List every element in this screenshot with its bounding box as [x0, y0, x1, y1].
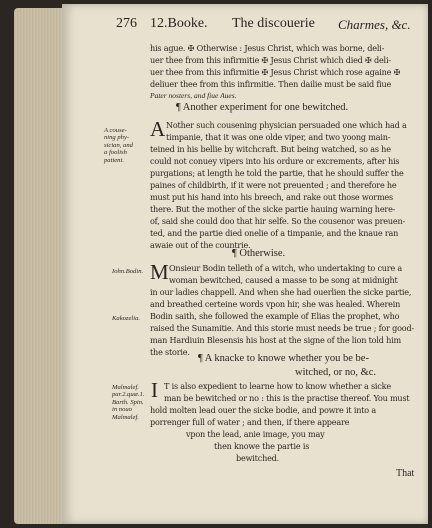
- text-line: bewitched.: [236, 453, 280, 463]
- margin-note: A couse- ning phy- sician, and a foolish patient.: [104, 127, 133, 164]
- text-line: Bodin saith, she followed the example of Elias the prophet, who: [150, 311, 400, 321]
- text-line: raised the Sunamitie. And this storie must needs be true ; for good-: [150, 323, 414, 333]
- text-line: paines of childbirth, if it were not preuented ; and therefore he: [150, 180, 397, 190]
- text-line: Nother such cousening physician persuaded one which had a: [166, 120, 407, 130]
- page-number: 276: [116, 16, 137, 31]
- section-heading: ¶ A knacke to knowe whether you be be-: [198, 353, 369, 364]
- text-line: teined in his bellie by witchcraft. But being watched, so as he: [150, 144, 391, 154]
- drop-cap: A: [150, 117, 166, 141]
- margin-note: Iohn.Bodin.: [112, 268, 144, 275]
- text-line: then knowe the partie is: [214, 441, 310, 451]
- text-line: of, said she could doo that hir selfe. So the cousenor was preuen-: [150, 216, 406, 226]
- text-line: in our ladies chappell. And when she had ouerlien the sicke partie,: [150, 287, 412, 297]
- drop-cap: I: [151, 378, 158, 402]
- text-line: and breathed certeine words vpon hir, she was healed. Wherein: [150, 299, 401, 309]
- text-line: the storie.: [150, 347, 190, 357]
- text-line: T is also expedient to learne how to know whether a sicke: [164, 381, 391, 391]
- section-heading: ¶ Otherwise.: [232, 248, 286, 259]
- text-line: Pater nosters, and fiue Aues.: [150, 91, 237, 100]
- text-line: deliuer thee from this infirmitie. Then dailie must be said fiue: [150, 79, 392, 89]
- text-line: must put his hand into his breech, and rake out those wormes: [150, 192, 393, 202]
- text-line: uer thee from this infirmitie ✠ Jesus Christ which died ✠ deli-: [150, 55, 391, 65]
- text-line: timpanie, that it was one olde viper, and two yoong main-: [166, 132, 391, 142]
- text-line: there. But the mother of the sicke partie hauing warning here-: [150, 204, 396, 214]
- margin-note: Malmalef. par.2.quæ.1. Barth. Spin. in nouo Malmalef.: [112, 384, 145, 421]
- section-heading: witched, or no, &c.: [295, 367, 377, 378]
- text-line: purgations; at length he told the partie, that he should suffer the: [150, 168, 404, 178]
- text-line: man Hardiuin Blesensis his host at the signe of the lion told him: [150, 335, 401, 345]
- text-line: awaie out of the countrie.: [150, 240, 251, 250]
- text-line: uer thee from this infirmitie ✠ Jesus Christ which rose againe ✠: [150, 67, 401, 77]
- text-line: could not conuey vipers into his ordure or excrements, after his: [150, 156, 400, 166]
- margin-note: Kakozelia.: [112, 315, 141, 322]
- running-head-section: Charmes, &c.: [338, 17, 411, 32]
- catchword: That: [396, 468, 415, 479]
- text-line: porrenger full of water ; and then, if there appeare: [150, 417, 350, 427]
- running-head-title: The discouerie: [232, 16, 315, 31]
- text-line: woman bewitched, caused a masse to be song at midnight: [169, 275, 398, 285]
- drop-cap: M: [150, 260, 169, 284]
- text-line: man be bewitched or no : this is the practise thereof. You must: [164, 393, 410, 403]
- text-line: his ague. ✠ Otherwise : Jesus Christ, which was borne, deli-: [150, 43, 385, 53]
- text-line: Onsieur Bodin telleth of a witch, who undertaking to cure a: [169, 263, 403, 273]
- section-heading: ¶ Another experiment for one bewitched.: [176, 102, 349, 113]
- text-line: ted, and the partie died onelie of a timpanie, and the knaue ran: [150, 228, 399, 238]
- text-line: vpon the lead, anie image, you may: [186, 429, 325, 439]
- text-line: hold molten lead ouer the sicke bodie, and powre it into a: [150, 405, 376, 415]
- running-head-book: 12.Booke.: [150, 16, 208, 31]
